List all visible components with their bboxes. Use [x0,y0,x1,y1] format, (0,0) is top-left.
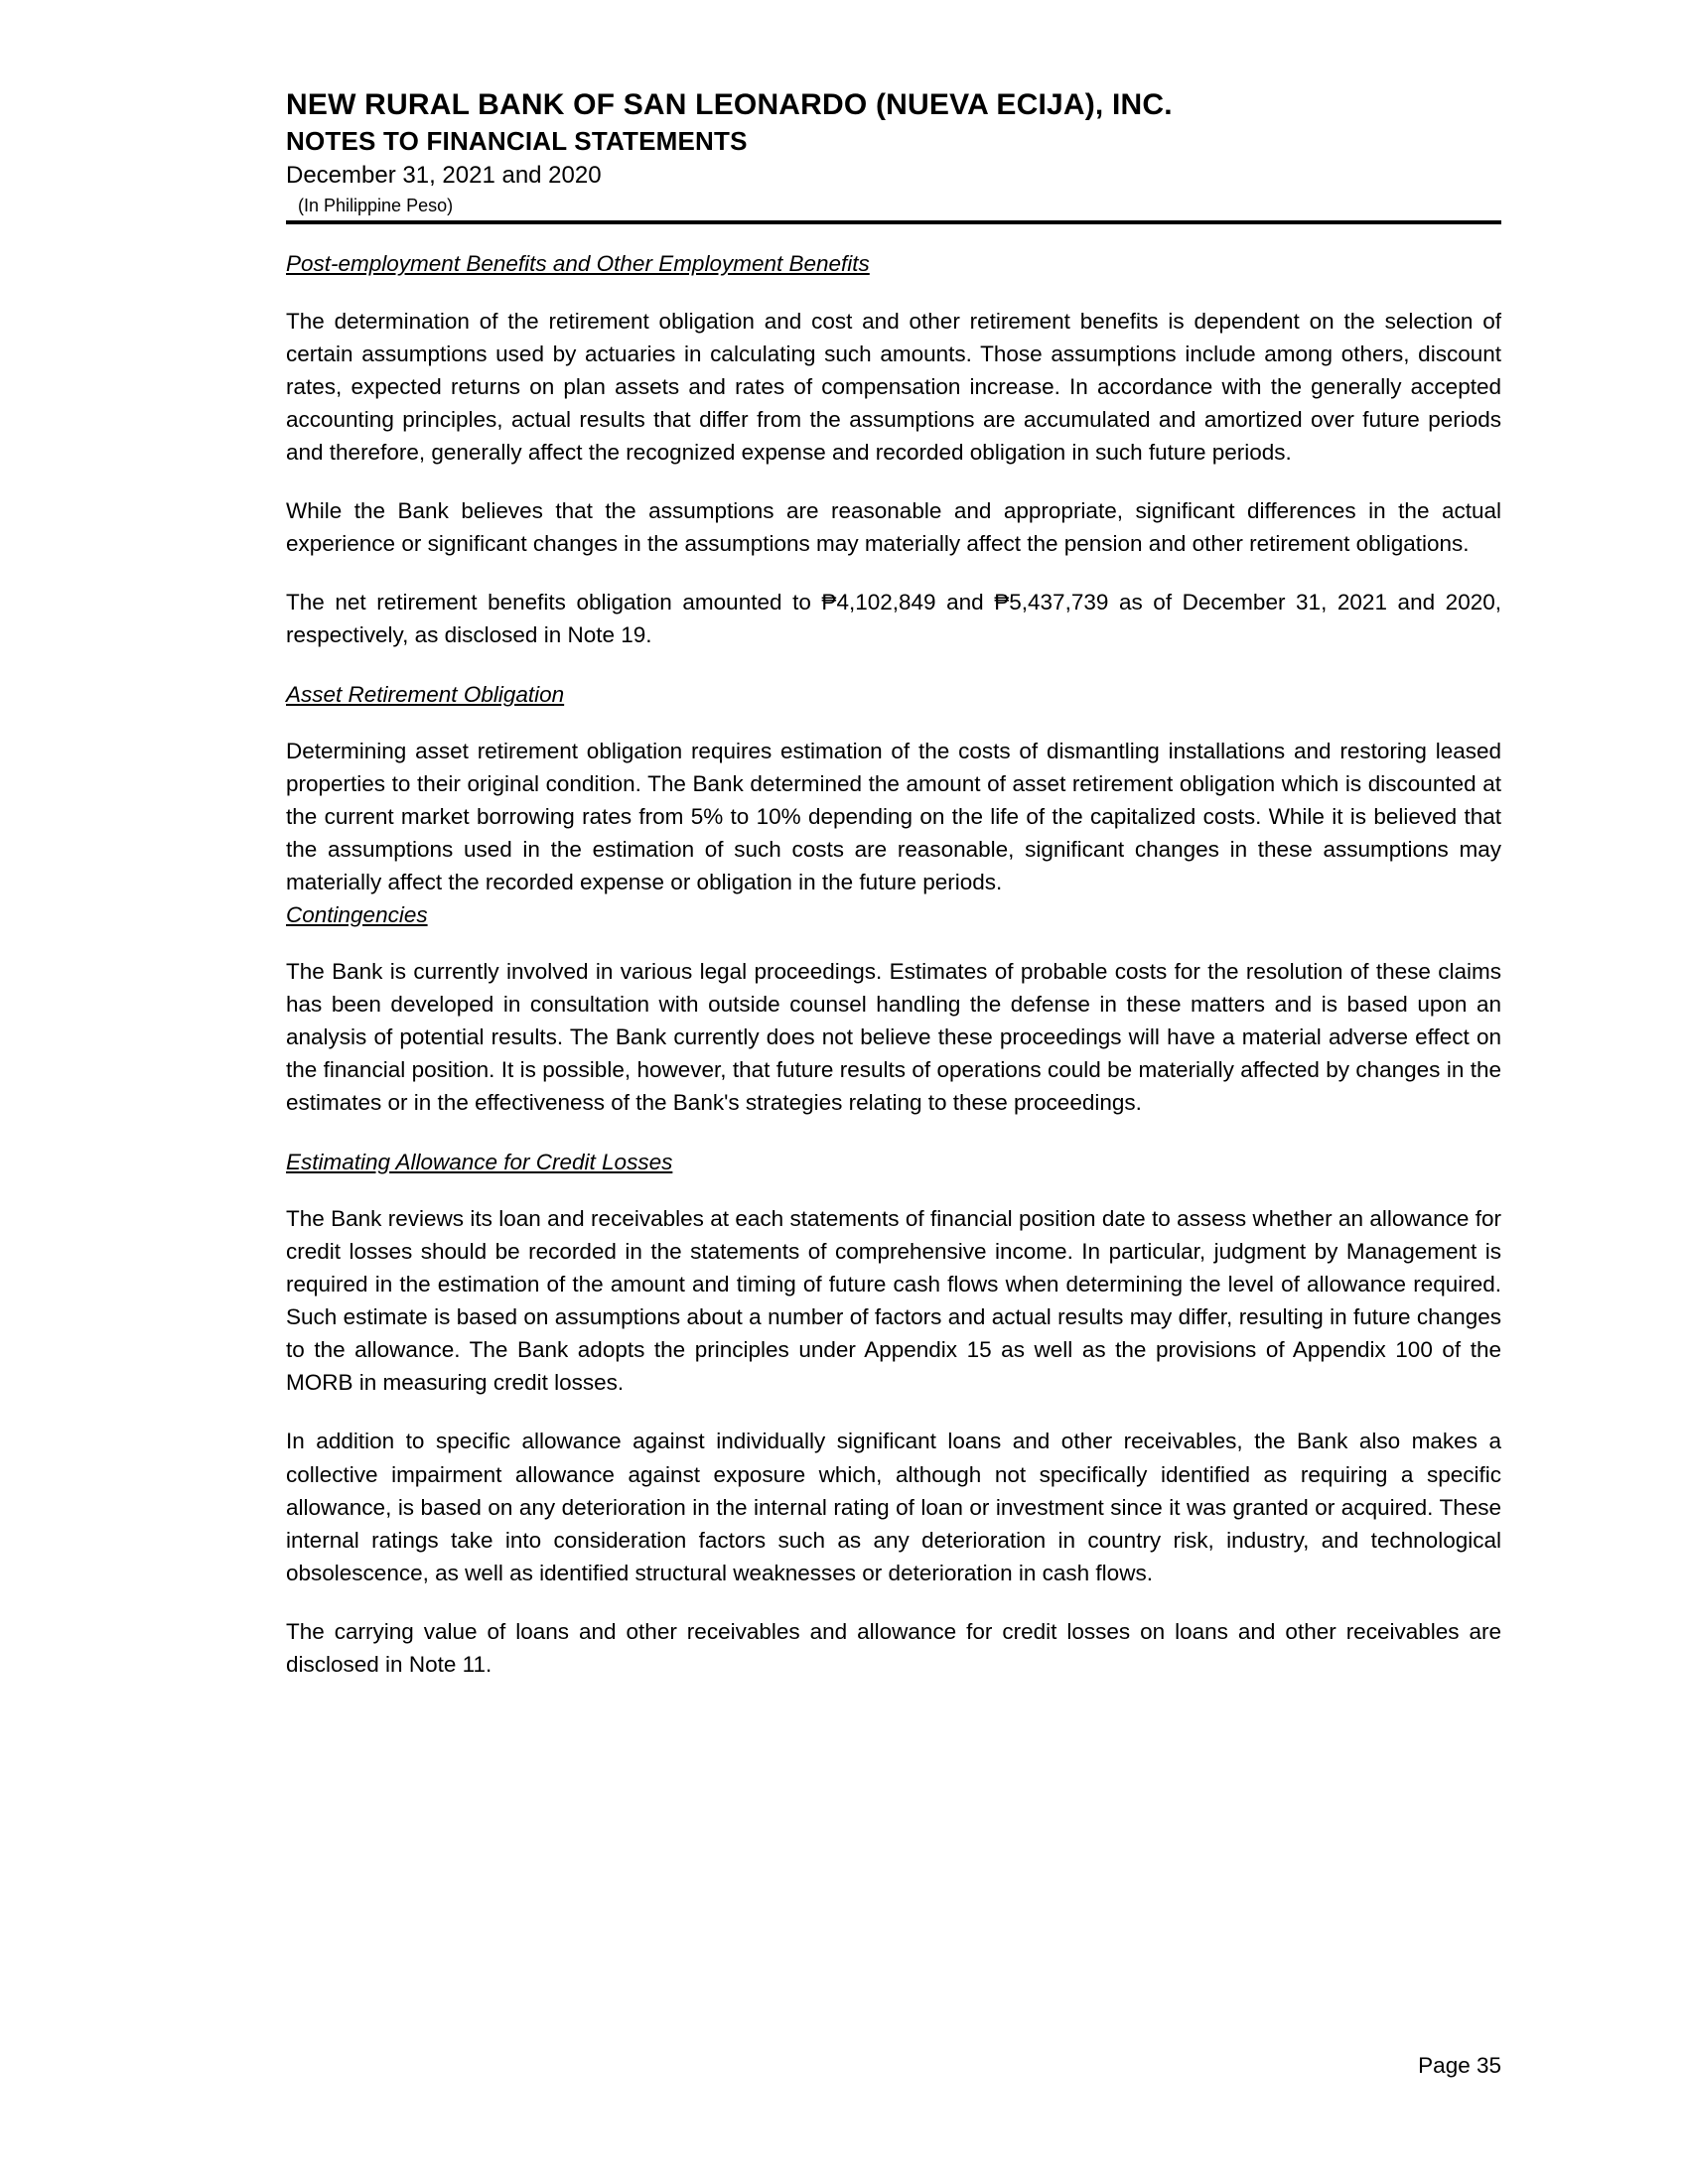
page-title: NEW RURAL BANK OF SAN LEONARDO (NUEVA ECIJA), INC. [286,88,1173,121]
paragraph-contingencies-1: The Bank is currently involved in various legal proceedings. Estimates of probable costs for the resolution of these claims has been developed in consultation with outside counsel handling the defense in these matters and is based upon an analysis of potential results. The Bank currently does not believe these proceedings will have a material adverse effect on the financial position. It is possible, however, that future results of operations could be materially affected by changes in the estimates or in the effectiveness of the Bank's strategies relating to these proceedings. [286,958,1501,1115]
document-subtitle: NOTES TO FINANCIAL STATEMENTS [286,126,748,157]
paragraph-estimating-allowance-1: The Bank reviews its loan and receivables at each statements of financial position date to assess whether an allowance for credit losses should be recorded in the statements of comprehensive income. In particular, judgment by Management is required in the estimation of the amount and timing of future cash flows when determining the level of allowance required. Such estimate is based on assumptions about a number of factors and actual results may differ, resulting in future changes to the allowance. The Bank adopts the principles under Appendix 15 as well as the provisions of Appendix 100 of the MORB in measuring credit losses. [286,1206,1501,1396]
page-number-footer: Page 35 [1418,2053,1501,2078]
header-divider [286,220,1501,224]
section-estimating-allowance [286,1149,1501,1681]
section-heading-contingencies: Contingencies [286,901,428,927]
paragraph-post-employment-3: The net retirement benefits obligation amounted to ₱4,102,849 and ₱5,437,739 as of December 31, 2021 and 2020, respectively, as disclosed in Note 19. [286,589,1501,647]
section-heading-asset-retirement: Asset Retirement Obligation [286,682,565,708]
document-header [286,87,1501,224]
paragraph-post-employment-1: The determination of the retirement obligation and cost and other retirement benefits is dependent on the selection of certain assumptions used by actuaries in calculating such amounts. Those assumptions include among others, discount rates, expected returns on plan assets and rates of compensation increase. In accordance with the generally accepted accounting principles, actual results that differ from the assumptions are accumulated and amortized over future periods and therefore, generally affect the recognized expense and recorded obligation in such future periods. [286,308,1501,465]
document-date: December 31, 2021 and 2020 [286,161,602,189]
section-contingencies [286,901,1501,1119]
paragraph-estimating-allowance-2: In addition to specific allowance against individually significant loans and other receivables, the Bank also makes a collective impairment allowance against exposure which, although not specifically identified as requiring a specific allowance, is based on any deterioration in the internal rating of loan or investment since it was granted or acquired. These internal ratings take into consideration factors such as any deterioration in country risk, industry, and technological obsolescence, as well as identified structural weaknesses or deterioration in cash flows. [286,1429,1501,1585]
section-heading-post-employment: Post-employment Benefits and Other Employment Benefits [286,251,870,277]
currency-note: (In Philippine Peso) [298,196,454,216]
paragraph-post-employment-2: While the Bank believes that the assumptions are reasonable and appropriate, significant differences in the actual experience or significant changes in the assumptions may materially affect the pension and other retirement obligations. [286,497,1501,556]
page-content [286,87,1501,1681]
section-asset-retirement [286,681,1501,898]
section-heading-estimating-allowance: Estimating Allowance for Credit Losses [286,1149,673,1174]
paragraph-estimating-allowance-3: The carrying value of loans and other receivables and allowance for credit losses on loans and other receivables are disclosed in Note 11. [286,1618,1501,1677]
paragraph-asset-retirement-1: Determining asset retirement obligation requires estimation of the costs of dismantling installations and restoring leased properties to their original condition. The Bank determined the amount of asset retirement obligation which is discounted at the current market borrowing rates from 5% to 10% depending on the life of the capitalized costs. While it is believed that the assumptions used in the estimation of such costs are reasonable, significant changes in these assumptions may materially affect the recorded expense or obligation in the future periods. [286,739,1501,895]
section-post-employment [286,250,1501,651]
